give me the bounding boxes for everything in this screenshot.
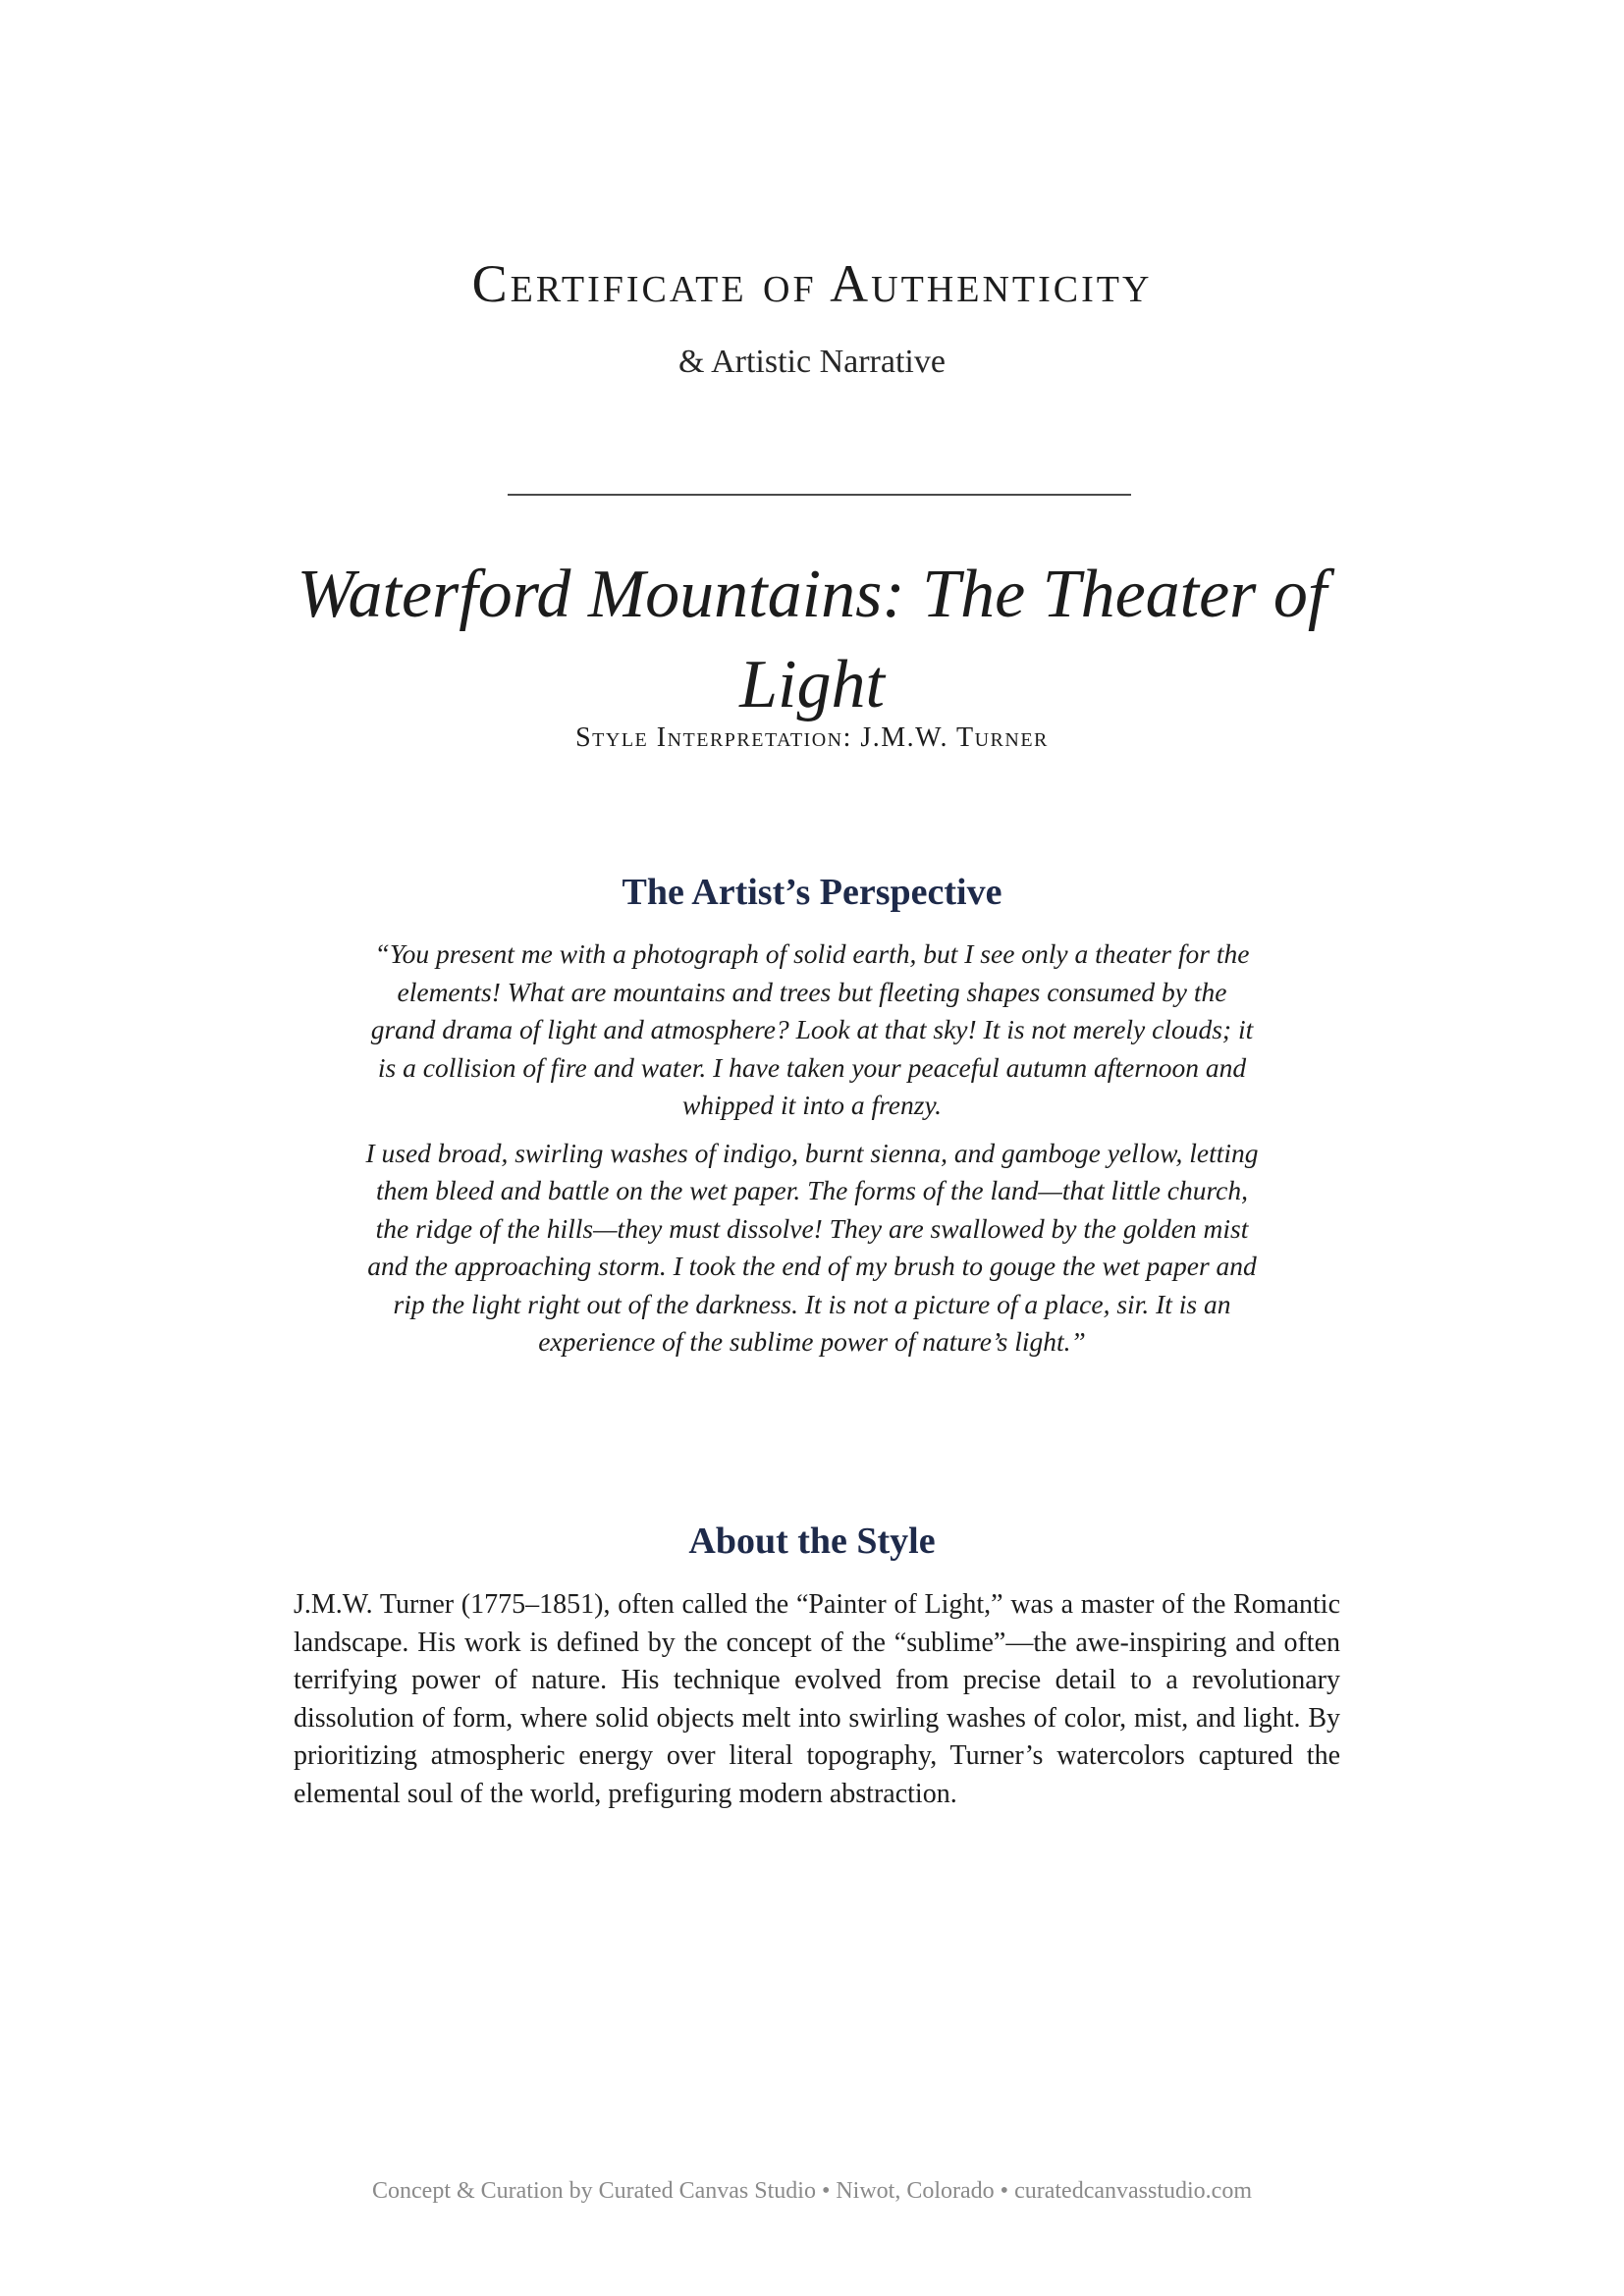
about-style-heading: About the Style <box>688 1521 936 1562</box>
about-paragraph: J.M.W. Turner (1775–1851), often called the “Painter of Light,” was a master of the Romantic landscape. His work is defined by the concept of the “sublime”—the awe-inspiring and often terrifying power of nature. His technique evolved from precise detail to a revolutionary dissolution of form, where solid objects melt into swirling washes of color, mist, and light. By prioritizing atmospheric energy over literal topography, Turner’s watercolors captured the elemental soul of the world, prefiguring modern abstraction. <box>294 1589 1340 1809</box>
quote-paragraph: “You present me with a photograph of solid earth, but I see only a theater for the elements! What are mountains and trees but fleeting shapes consumed by the grand drama of light and atmosphere? Look at that sky! It is not merely clouds; it is a collision of fire and water. I have taken your peaceful autumn afternoon and whipped it into a frenzy. <box>370 938 1254 1120</box>
certificate-title: Certificate of Authenticity <box>471 254 1153 313</box>
perspective-heading: The Artist’s Perspective <box>622 872 1002 913</box>
certificate-subtitle: & Artistic Narrative <box>678 344 946 380</box>
artist-quote <box>365 935 1259 1371</box>
title-divider <box>508 494 1131 496</box>
quote-paragraph: I used broad, swirling washes of indigo, burnt sienna, and gamboge yellow, letting them bleed and battle on the wet paper. The forms of the land—that little church, the ridge of the hills—they must dissolve! They are swallowed by the golden mist and the approaching storm. I took the end of my brush to gouge the wet paper and rip the light right out of the darkness. It is not a picture of a place, sir. It is an experience of the sublime power of nature’s light.” <box>365 1137 1259 1357</box>
artwork-title: Waterford Mountains: The Theater of Light <box>297 557 1327 722</box>
style-interpretation: Style Interpretation: J.M.W. Turner <box>575 722 1049 753</box>
about-style-body <box>294 1586 1340 1813</box>
footer-credit: Concept & Curation by Curated Canvas Studio • Niwot, Colorado • curatedcanvasstudio.com <box>372 2178 1252 2204</box>
